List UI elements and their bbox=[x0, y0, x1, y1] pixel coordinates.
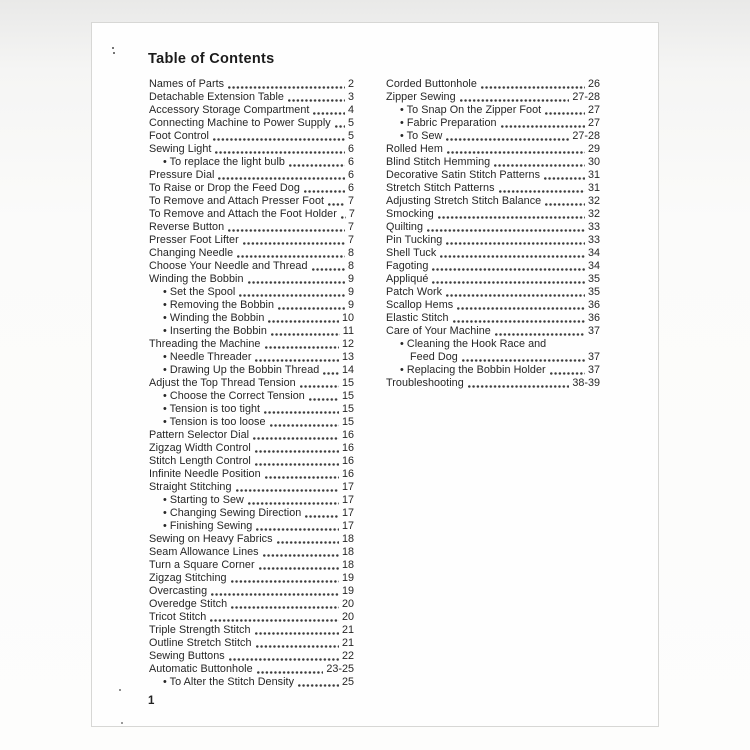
toc-entry bbox=[149, 78, 354, 91]
toc-entry-label: Names of Parts bbox=[149, 78, 225, 90]
toc-entry bbox=[149, 208, 354, 221]
toc-entry-page: 13 bbox=[341, 351, 354, 363]
dot-leader bbox=[265, 476, 339, 479]
dot-leader bbox=[237, 255, 345, 258]
toc-entry-page: 34 bbox=[587, 260, 600, 272]
toc-entry bbox=[386, 182, 600, 195]
dot-leader bbox=[255, 450, 339, 453]
toc-entry-label: Corded Buttonhole bbox=[386, 78, 477, 90]
scan-speck bbox=[112, 47, 114, 49]
dot-leader bbox=[446, 242, 585, 245]
toc-entry-page: 3 bbox=[347, 91, 354, 103]
toc-entry bbox=[386, 117, 600, 130]
toc-entry-label: To Raise or Drop the Feed Dog bbox=[149, 182, 300, 194]
toc-entry bbox=[386, 299, 600, 312]
toc-entry bbox=[386, 234, 600, 247]
toc-entry bbox=[149, 663, 354, 676]
dot-leader bbox=[481, 86, 585, 89]
toc-entry-label: Infinite Needle Position bbox=[149, 468, 261, 480]
dot-leader bbox=[288, 99, 345, 102]
dot-leader bbox=[544, 177, 585, 180]
toc-entry bbox=[149, 364, 354, 377]
toc-entry-page: 21 bbox=[341, 637, 354, 649]
dot-leader bbox=[438, 216, 585, 219]
dot-leader bbox=[289, 164, 345, 167]
toc-entry bbox=[386, 312, 600, 325]
toc-entry-page: 7 bbox=[347, 195, 354, 207]
toc-entry-page: 31 bbox=[587, 182, 600, 194]
dot-leader bbox=[228, 229, 345, 232]
toc-entry-page: 17 bbox=[341, 507, 354, 519]
dot-leader bbox=[259, 567, 339, 570]
dot-leader bbox=[255, 632, 339, 635]
toc-entry bbox=[149, 156, 354, 169]
toc-entry-label: Accessory Storage Compartment bbox=[149, 104, 310, 116]
dot-leader bbox=[335, 125, 345, 128]
toc-entry bbox=[149, 195, 354, 208]
toc-entry-page: 8 bbox=[347, 247, 354, 259]
dot-leader bbox=[550, 372, 585, 375]
dot-leader bbox=[264, 411, 339, 414]
dot-leader bbox=[446, 138, 569, 141]
toc-entry bbox=[149, 312, 354, 325]
toc-entry-label: Feed Dog bbox=[410, 351, 458, 363]
scan-speck bbox=[113, 52, 115, 54]
dot-leader bbox=[453, 320, 585, 323]
toc-entry-page: 6 bbox=[347, 169, 354, 181]
dot-leader bbox=[263, 554, 339, 557]
toc-entry-label: Quilting bbox=[386, 221, 424, 233]
toc-entry-page: 5 bbox=[347, 117, 354, 129]
dot-leader bbox=[271, 333, 340, 336]
toc-entry-page: 11 bbox=[342, 325, 354, 337]
scan-speck bbox=[119, 689, 121, 691]
toc-entry-page: 37 bbox=[587, 364, 600, 376]
toc-entry bbox=[149, 676, 354, 689]
toc-entry-page: 36 bbox=[587, 312, 600, 324]
toc-entry-label: Turn a Square Corner bbox=[149, 559, 255, 571]
toc-entry-label: Overedge Stitch bbox=[149, 598, 228, 610]
toc-entry-label: Decorative Satin Stitch Patterns bbox=[386, 169, 541, 181]
dot-leader bbox=[236, 489, 339, 492]
toc-entry-page: 15 bbox=[341, 403, 354, 415]
toc-entry-page: 9 bbox=[347, 299, 354, 311]
dot-leader bbox=[256, 645, 339, 648]
toc-entry-page: 18 bbox=[341, 546, 354, 558]
dot-leader bbox=[229, 658, 339, 661]
toc-entry-page: 6 bbox=[347, 156, 354, 168]
toc-right-column bbox=[386, 78, 600, 390]
toc-entry-label: Elastic Stitch bbox=[386, 312, 449, 324]
toc-entry-page: 32 bbox=[587, 195, 600, 207]
toc-entry-label: Rolled Hem bbox=[386, 143, 443, 155]
toc-entry-label: Changing Needle bbox=[149, 247, 234, 259]
toc-entry-label: • Inserting the Bobbin bbox=[163, 325, 267, 337]
toc-entry bbox=[149, 416, 354, 429]
toc-left-column bbox=[149, 78, 354, 689]
toc-entry-label: Choose Your Needle and Thread bbox=[149, 260, 308, 272]
toc-entry-label: Patch Work bbox=[386, 286, 443, 298]
toc-entry bbox=[149, 403, 354, 416]
toc-entry bbox=[149, 429, 354, 442]
toc-entry-label: Threading the Machine bbox=[149, 338, 261, 350]
toc-entry-page: 16 bbox=[341, 468, 354, 480]
toc-entry-page: 29 bbox=[587, 143, 600, 155]
toc-entry bbox=[386, 143, 600, 156]
dot-leader bbox=[312, 268, 345, 271]
toc-entry-page: 38-39 bbox=[572, 377, 600, 389]
toc-entry-label: Tricot Stitch bbox=[149, 611, 207, 623]
toc-entry bbox=[149, 390, 354, 403]
toc-entry-page: 32 bbox=[587, 208, 600, 220]
toc-entry-label: Reverse Button bbox=[149, 221, 225, 233]
toc-entry-page: 17 bbox=[341, 494, 354, 506]
manual-page bbox=[91, 22, 659, 727]
toc-entry-page: 21 bbox=[341, 624, 354, 636]
toc-entry bbox=[149, 130, 354, 143]
toc-entry bbox=[386, 91, 600, 104]
toc-entry-label: Smocking bbox=[386, 208, 434, 220]
dot-leader bbox=[243, 242, 345, 245]
toc-entry-page: 18 bbox=[341, 559, 354, 571]
toc-entry bbox=[386, 351, 600, 364]
toc-entry-page: 16 bbox=[341, 455, 354, 467]
toc-entry-page: 26 bbox=[587, 78, 600, 90]
toc-entry bbox=[149, 286, 354, 299]
toc-entry-label: Connecting Machine to Power Supply bbox=[149, 117, 331, 129]
toc-entry-page: 37 bbox=[587, 325, 600, 337]
dot-leader bbox=[248, 502, 339, 505]
toc-entry-page: 6 bbox=[347, 143, 354, 155]
toc-entry bbox=[386, 78, 600, 91]
toc-entry-label: Blind Stitch Hemming bbox=[386, 156, 491, 168]
toc-entry bbox=[386, 221, 600, 234]
toc-entry-label: • Cleaning the Hook Race and bbox=[400, 338, 547, 350]
toc-entry bbox=[149, 91, 354, 104]
toc-entry-page: 25 bbox=[341, 676, 354, 688]
dot-leader bbox=[257, 671, 324, 674]
toc-entry bbox=[149, 507, 354, 520]
toc-entry-label: Shell Tuck bbox=[386, 247, 437, 259]
toc-entry-label: • To Snap On the Zipper Foot bbox=[400, 104, 542, 116]
toc-entry bbox=[386, 325, 600, 338]
dot-leader bbox=[239, 294, 345, 297]
toc-entry-page: 27-28 bbox=[572, 91, 600, 103]
toc-entry bbox=[149, 572, 354, 585]
toc-entry bbox=[149, 182, 354, 195]
toc-entry bbox=[149, 247, 354, 260]
toc-entry-label: Foot Control bbox=[149, 130, 210, 142]
dot-leader bbox=[268, 320, 339, 323]
toc-entry-label: Stretch Stitch Patterns bbox=[386, 182, 495, 194]
toc-entry-label: To Remove and Attach Presser Foot bbox=[149, 195, 325, 207]
dot-leader bbox=[427, 229, 585, 232]
dot-leader bbox=[468, 385, 570, 388]
dot-leader bbox=[248, 281, 345, 284]
toc-entry bbox=[149, 260, 354, 273]
toc-entry-label: Seam Allowance Lines bbox=[149, 546, 259, 558]
toc-entry bbox=[386, 130, 600, 143]
toc-entry-page: 27 bbox=[587, 104, 600, 116]
toc-entry bbox=[149, 169, 354, 182]
toc-entry-label: Automatic Buttonhole bbox=[149, 663, 253, 675]
dot-leader bbox=[277, 541, 339, 544]
toc-entry bbox=[149, 468, 354, 481]
toc-entry-page: 33 bbox=[587, 221, 600, 233]
dot-leader bbox=[545, 203, 585, 206]
toc-entry-page: 7 bbox=[347, 221, 354, 233]
toc-entry-label: • To replace the light bulb bbox=[163, 156, 285, 168]
dot-leader bbox=[545, 112, 585, 115]
toc-entry-page: 27 bbox=[587, 117, 600, 129]
toc-entry bbox=[386, 286, 600, 299]
toc-entry bbox=[386, 364, 600, 377]
toc-entry bbox=[386, 156, 600, 169]
toc-entry-label: • Fabric Preparation bbox=[400, 117, 497, 129]
toc-entry-page: 36 bbox=[587, 299, 600, 311]
toc-entry bbox=[149, 234, 354, 247]
toc-entry-label: • Choose the Correct Tension bbox=[163, 390, 305, 402]
toc-entry bbox=[149, 533, 354, 546]
toc-entry-label: • Replacing the Bobbin Holder bbox=[400, 364, 546, 376]
toc-entry-label: Presser Foot Lifter bbox=[149, 234, 239, 246]
toc-entry bbox=[386, 338, 600, 351]
toc-entry-label: Adjust the Top Thread Tension bbox=[149, 377, 296, 389]
dot-leader bbox=[278, 307, 345, 310]
toc-entry bbox=[149, 325, 354, 338]
toc-entry bbox=[149, 351, 354, 364]
toc-entry-page: 19 bbox=[341, 585, 354, 597]
toc-entry bbox=[386, 104, 600, 117]
dot-leader bbox=[309, 398, 339, 401]
dot-leader bbox=[231, 606, 339, 609]
toc-entry bbox=[149, 117, 354, 130]
toc-entry-page: 14 bbox=[341, 364, 354, 376]
toc-entry bbox=[149, 221, 354, 234]
toc-entry-page: 6 bbox=[347, 182, 354, 194]
toc-entry-label: Detachable Extension Table bbox=[149, 91, 284, 103]
toc-entry-label: • Tension is too tight bbox=[163, 403, 261, 415]
dot-leader bbox=[304, 190, 345, 193]
toc-entry-label: Triple Strength Stitch bbox=[149, 624, 251, 636]
toc-entry bbox=[149, 494, 354, 507]
toc-entry-page: 20 bbox=[341, 611, 354, 623]
page-title: Table of Contents bbox=[148, 51, 275, 67]
dot-leader bbox=[462, 359, 585, 362]
dot-leader bbox=[228, 86, 345, 89]
toc-entry-label: Sewing Light bbox=[149, 143, 212, 155]
scan-speck bbox=[121, 722, 123, 724]
dot-leader bbox=[328, 203, 345, 206]
toc-entry bbox=[149, 104, 354, 117]
dot-leader bbox=[432, 268, 585, 271]
toc-entry-page: 10 bbox=[341, 312, 354, 324]
toc-entry-page: 2 bbox=[347, 78, 354, 90]
toc-entry-label: • Removing the Bobbin bbox=[163, 299, 275, 311]
toc-entry-label: To Remove and Attach the Foot Holder bbox=[149, 208, 337, 220]
toc-entry-page: 33 bbox=[587, 234, 600, 246]
toc-entry-label: • Winding the Bobbin bbox=[163, 312, 265, 324]
toc-entry-page: 30 bbox=[587, 156, 600, 168]
toc-entry-page: 19 bbox=[341, 572, 354, 584]
toc-entry-page: 9 bbox=[347, 273, 354, 285]
toc-entry-page: 16 bbox=[341, 442, 354, 454]
toc-entry-page: 35 bbox=[587, 286, 600, 298]
toc-entry bbox=[149, 559, 354, 572]
toc-entry-label: • Drawing Up the Bobbin Thread bbox=[163, 364, 320, 376]
dot-leader bbox=[213, 138, 345, 141]
toc-entry-page: 4 bbox=[347, 104, 354, 116]
dot-leader bbox=[501, 125, 585, 128]
toc-entry-label: Pattern Selector Dial bbox=[149, 429, 250, 441]
dot-leader bbox=[298, 684, 339, 687]
dot-leader bbox=[215, 151, 345, 154]
toc-entry-page: 31 bbox=[587, 169, 600, 181]
toc-entry-page: 37 bbox=[587, 351, 600, 363]
toc-entry bbox=[386, 273, 600, 286]
toc-entry-page: 18 bbox=[341, 533, 354, 545]
toc-entry-page: 16 bbox=[341, 429, 354, 441]
toc-entry-label: Pressure Dial bbox=[149, 169, 215, 181]
toc-entry bbox=[149, 585, 354, 598]
toc-entry-page: 23-25 bbox=[326, 663, 354, 675]
dot-leader bbox=[447, 151, 585, 154]
toc-entry-label: Fagoting bbox=[386, 260, 429, 272]
dot-leader bbox=[313, 112, 345, 115]
dot-leader bbox=[460, 99, 570, 102]
dot-leader bbox=[255, 463, 339, 466]
toc-entry-label: Care of Your Machine bbox=[386, 325, 491, 337]
toc-entry bbox=[149, 273, 354, 286]
toc-entry bbox=[149, 299, 354, 312]
dot-leader bbox=[231, 580, 339, 583]
toc-entry-label: Winding the Bobbin bbox=[149, 273, 244, 285]
toc-entry bbox=[386, 195, 600, 208]
toc-entry-label: • Finishing Sewing bbox=[163, 520, 253, 532]
toc-entry-page: 22 bbox=[341, 650, 354, 662]
dot-leader bbox=[446, 294, 585, 297]
toc-entry-page: 9 bbox=[347, 286, 354, 298]
toc-entry-label: Zigzag Stitching bbox=[149, 572, 227, 584]
toc-entry bbox=[386, 377, 600, 390]
toc-entry-label: Overcasting bbox=[149, 585, 208, 597]
dot-leader bbox=[256, 528, 339, 531]
toc-entry-page: 8 bbox=[347, 260, 354, 272]
dot-leader bbox=[300, 385, 339, 388]
toc-entry-label: Zigzag Width Control bbox=[149, 442, 251, 454]
toc-entry-page: 7 bbox=[347, 234, 354, 246]
toc-entry-label: • Set the Spool bbox=[163, 286, 236, 298]
toc-entry bbox=[149, 442, 354, 455]
toc-entry bbox=[149, 546, 354, 559]
toc-entry bbox=[149, 650, 354, 663]
dot-leader bbox=[305, 515, 339, 518]
toc-entry-label: Adjusting Stretch Stitch Balance bbox=[386, 195, 542, 207]
toc-entry-page: 27-28 bbox=[572, 130, 600, 142]
dot-leader bbox=[499, 190, 585, 193]
folio-page-number: 1 bbox=[148, 695, 155, 707]
toc-entry-label: • Changing Sewing Direction bbox=[163, 507, 302, 519]
toc-entry-page: 15 bbox=[341, 416, 354, 428]
toc-entry-page: 17 bbox=[341, 520, 354, 532]
toc-entry-page: 34 bbox=[587, 247, 600, 259]
toc-entry-label: Straight Stitching bbox=[149, 481, 232, 493]
toc-entry-page: 12 bbox=[341, 338, 354, 350]
toc-entry bbox=[149, 481, 354, 494]
dot-leader bbox=[440, 255, 585, 258]
dot-leader bbox=[341, 216, 346, 219]
toc-entry bbox=[149, 377, 354, 390]
toc-entry bbox=[149, 143, 354, 156]
toc-entry-page: 35 bbox=[587, 273, 600, 285]
toc-entry-page: 15 bbox=[341, 390, 354, 402]
dot-leader bbox=[255, 359, 339, 362]
toc-entry bbox=[149, 611, 354, 624]
dot-leader bbox=[218, 177, 345, 180]
dot-leader bbox=[210, 619, 339, 622]
dot-leader bbox=[494, 164, 585, 167]
toc-entry-label: • Needle Threader bbox=[163, 351, 252, 363]
dot-leader bbox=[457, 307, 585, 310]
dot-leader bbox=[253, 437, 339, 440]
toc-entry-label: • Starting to Sew bbox=[163, 494, 244, 506]
dot-leader bbox=[495, 333, 585, 336]
toc-entry-label: Outline Stretch Stitch bbox=[149, 637, 252, 649]
toc-entry-page: 5 bbox=[347, 130, 354, 142]
toc-entry bbox=[149, 637, 354, 650]
toc-entry-label: Stitch Length Control bbox=[149, 455, 251, 467]
toc-entry-label: Sewing on Heavy Fabrics bbox=[149, 533, 273, 545]
toc-entry-label: Appliqué bbox=[386, 273, 429, 285]
toc-entry-label: Sewing Buttons bbox=[149, 650, 225, 662]
toc-entry-label: Scallop Hems bbox=[386, 299, 454, 311]
dot-leader bbox=[323, 372, 339, 375]
toc-entry-label: • To Alter the Stitch Density bbox=[163, 676, 295, 688]
toc-entry-page: 20 bbox=[341, 598, 354, 610]
toc-entry-label: Troubleshooting bbox=[386, 377, 464, 389]
toc-entry bbox=[386, 260, 600, 273]
toc-entry bbox=[386, 247, 600, 260]
toc-entry bbox=[149, 624, 354, 637]
toc-entry bbox=[149, 338, 354, 351]
dot-leader bbox=[265, 346, 339, 349]
toc-entry bbox=[386, 169, 600, 182]
toc-entry-label: Pin Tucking bbox=[386, 234, 443, 246]
dot-leader bbox=[432, 281, 585, 284]
dot-leader bbox=[211, 593, 339, 596]
toc-entry-label: Zipper Sewing bbox=[386, 91, 456, 103]
toc-entry-page: 17 bbox=[341, 481, 354, 493]
toc-entry-page: 7 bbox=[348, 208, 355, 220]
dot-leader bbox=[270, 424, 339, 427]
toc-entry-label: • To Sew bbox=[400, 130, 443, 142]
toc-entry-page: 15 bbox=[341, 377, 354, 389]
toc-entry bbox=[149, 520, 354, 533]
toc-entry bbox=[386, 208, 600, 221]
toc-entry bbox=[149, 455, 354, 468]
toc-entry-label: • Tension is too loose bbox=[163, 416, 266, 428]
toc-entry bbox=[149, 598, 354, 611]
